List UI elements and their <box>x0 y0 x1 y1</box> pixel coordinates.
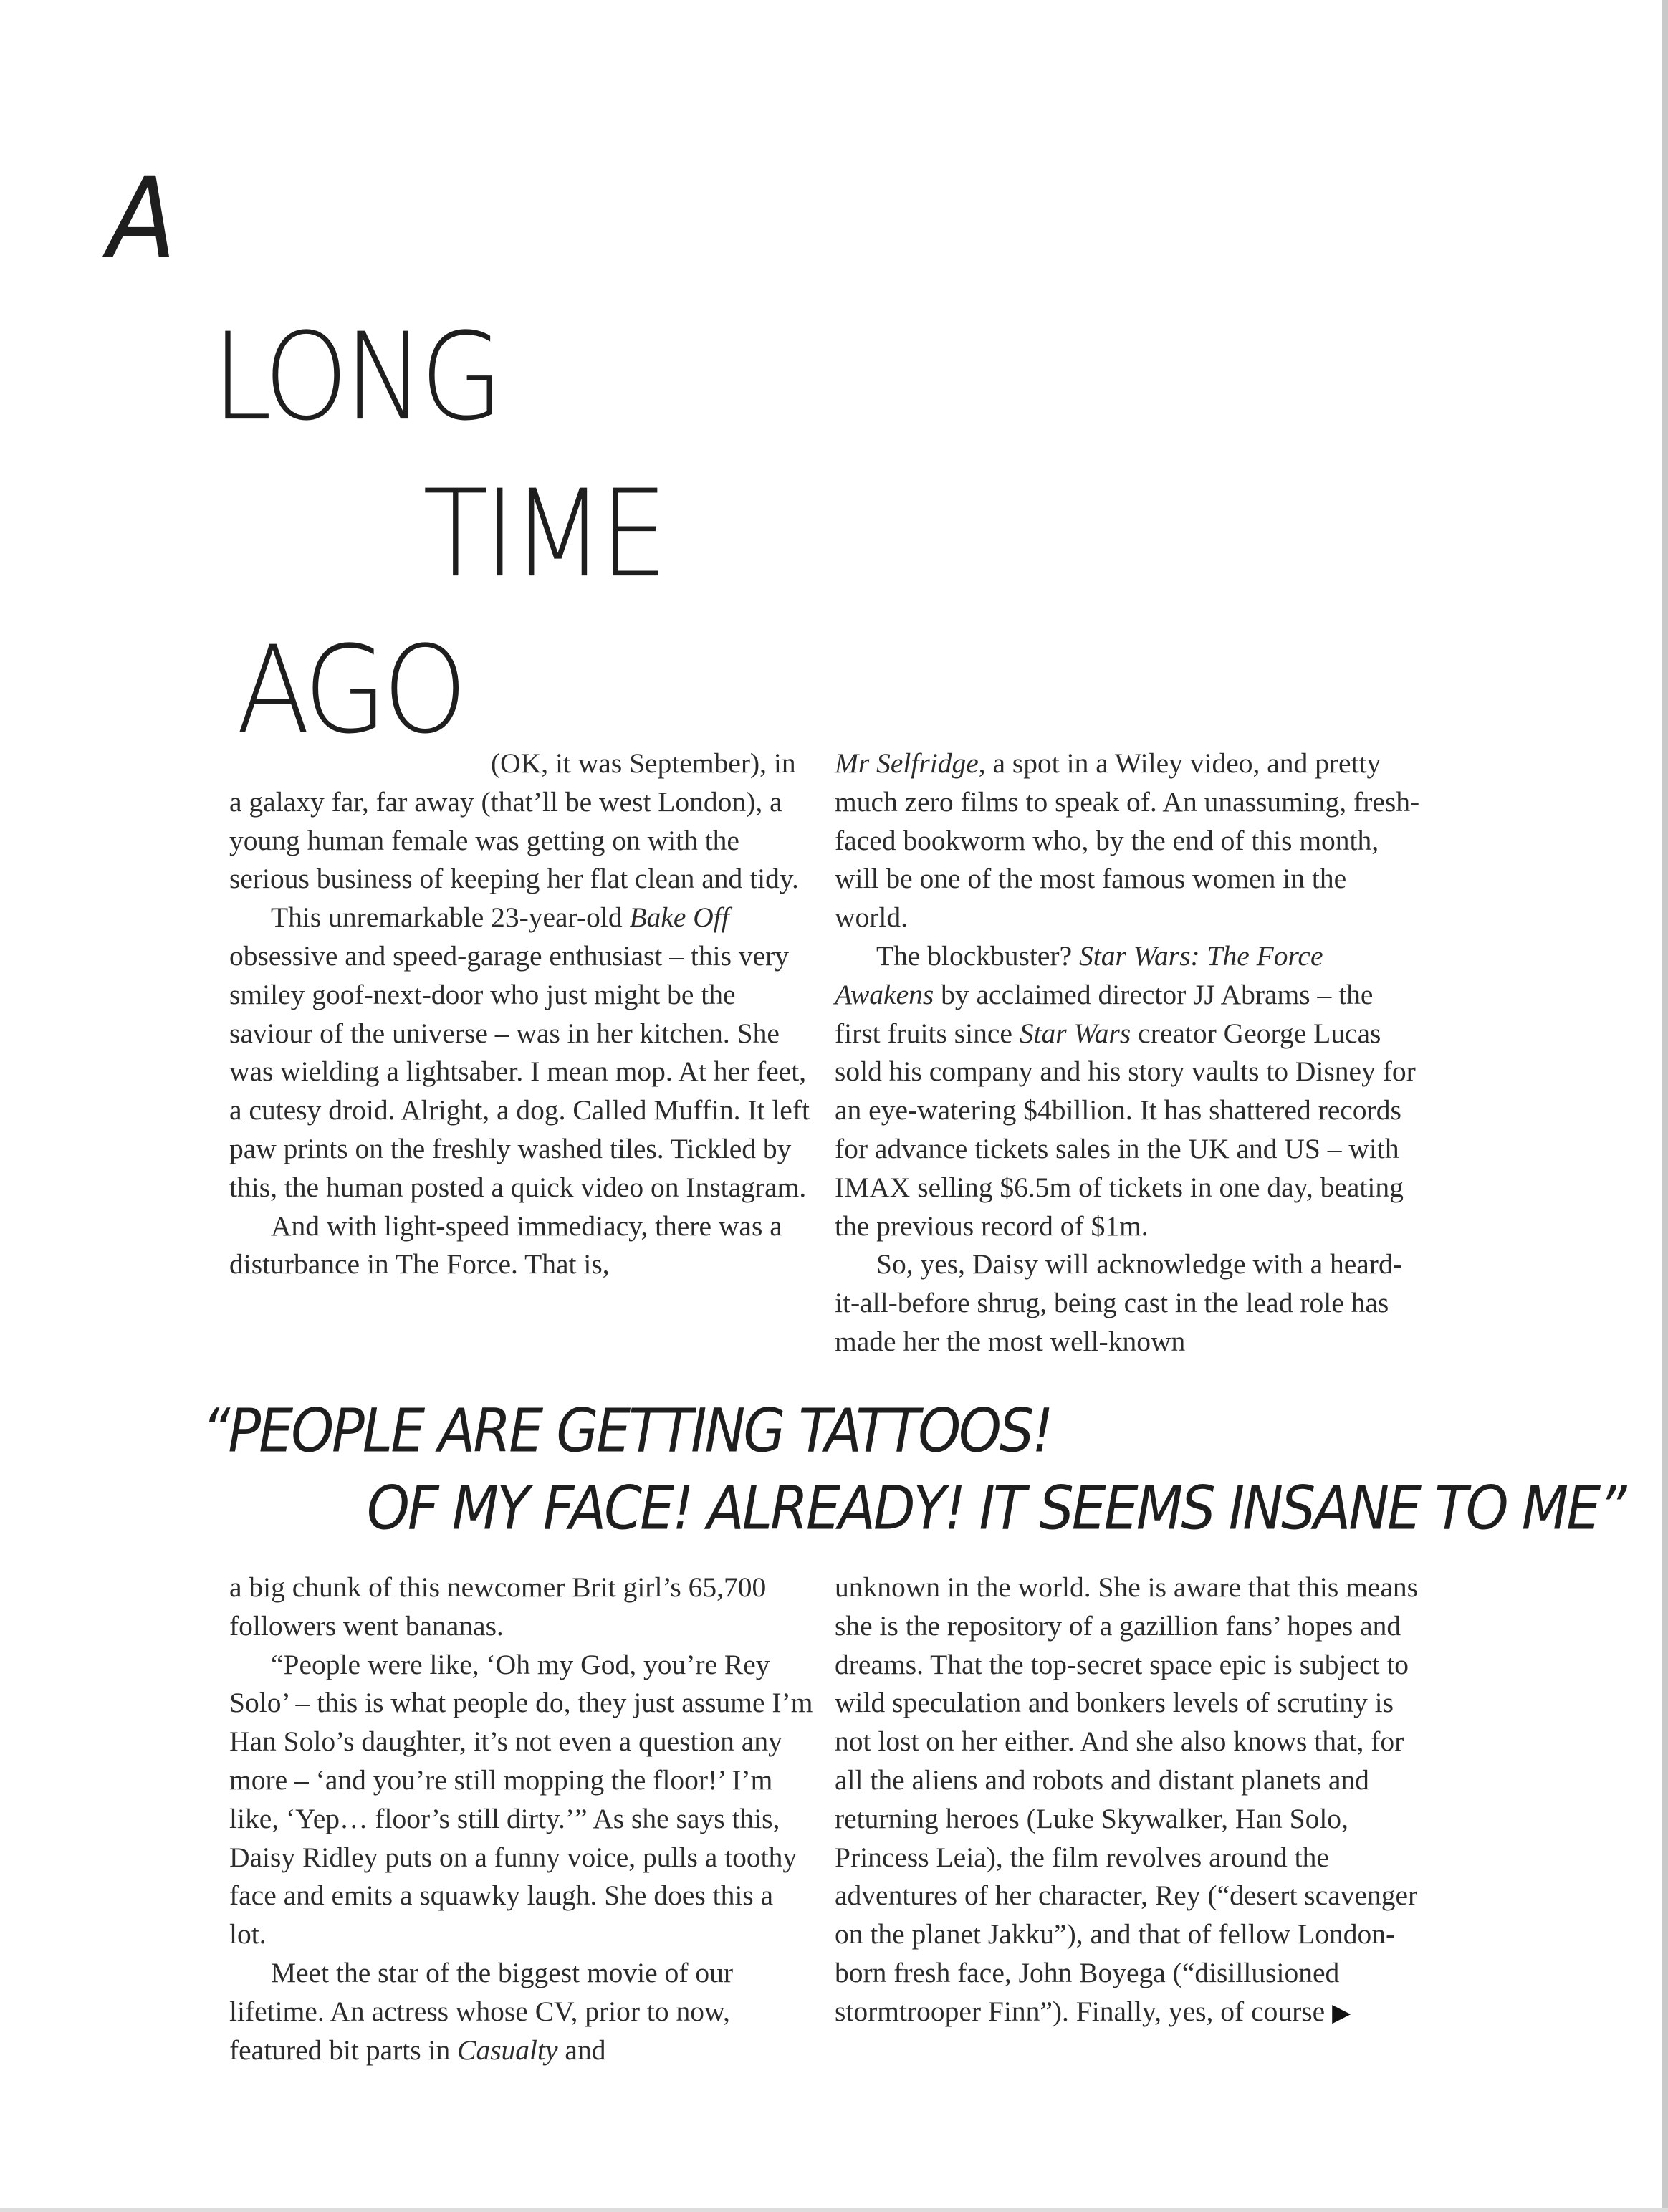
headline-word-a: A <box>107 153 172 285</box>
paragraph-text: The blockbuster? <box>876 939 1079 972</box>
paragraph-text: And with light-speed immediacy, there was a disturbance in The Force. That is, <box>229 1210 782 1280</box>
page-bottom-edge <box>0 2208 1668 2212</box>
article-paragraph <box>229 744 814 899</box>
italic-title: Star Wars <box>1019 1017 1131 1049</box>
continue-arrow-icon: ▶ <box>1332 1998 1351 2027</box>
paragraph-text: , a spot in a Wiley video, and pretty much zero films to speak of. An unassuming, fresh-faced bookworm who, by the end of this month, will be one of the most famous women in the world. <box>835 747 1420 934</box>
paragraph-text: “People were like, ‘Oh my God, you’re Rey Solo’ – this is what people do, they just assume I’m Han Solo’s daughter, it’s not even a question any more – ‘and you’re still mopping the floor!’ I’m like, ‘Yep… floor’s still dirty.’” As she says this, Daisy Ridley puts on a funny voice, pulls a toothy face and emits a squawky laugh. She does this a lot. <box>229 1648 813 1950</box>
article-paragraph <box>835 1569 1422 2033</box>
article-paragraph <box>835 744 1422 937</box>
headline-word-ago: AGO <box>236 621 464 761</box>
italic-title: Mr Selfridge <box>835 747 979 779</box>
article-paragraph <box>835 1245 1422 1361</box>
paragraph-text: obsessive and speed-garage enthusiast – this very smiley goof-next-door who just might be the saviour of the universe – was in her kitchen. She was wielding a lightsaber. I mean mop. At her feet, a cutesy droid. Alright, a dog. Called Muffin. It left paw prints on the freshly washed tiles. Tickled by this, the human posted a quick video on Instagram. <box>229 939 810 1203</box>
paragraph-text: and <box>557 2034 606 2066</box>
article-paragraph <box>229 1207 814 1285</box>
article-column-1 <box>229 744 814 1284</box>
paragraph-text: a big chunk of this newcomer Brit girl’s 65,700 followers went bananas. <box>229 1571 767 1642</box>
article-column-3 <box>229 1569 814 2069</box>
paragraph-text: This unremarkable 23-year-old <box>271 901 630 934</box>
headline-word-long: LONG <box>212 307 499 448</box>
paragraph-text: So, yes, Daisy will acknowledge with a heard-it-all-before shrug, being cast in the lead role has made her the most well-known <box>835 1248 1402 1357</box>
page-edge <box>1662 0 1668 2212</box>
paragraph-text: by acclaimed director JJ Abrams – the first fruits since <box>835 978 1374 1049</box>
paragraph-text: Meet the star of the biggest movie of our lifetime. An actress whose CV, prior to now, featured bit parts in <box>229 1956 733 2066</box>
article-column-4 <box>835 1569 1422 2033</box>
pull-quote-line-2: OF MY FACE! ALREADY! IT SEEMS INSANE TO ME” <box>367 1473 1625 1543</box>
article-paragraph <box>229 899 814 1207</box>
headline-word-time: TIME <box>423 464 664 605</box>
italic-title: Bake Off <box>629 901 729 934</box>
article-paragraph <box>229 1569 814 1646</box>
article-paragraph <box>229 1954 814 2069</box>
pull-quote-line-1: “PEOPLE ARE GETTING TATTOOS! <box>202 1395 1052 1466</box>
article-column-2 <box>835 744 1422 1361</box>
paragraph-text: (OK, it was September), in a galaxy far, far away (that’ll be west London), a young human female was getting on with the serious business of keeping her flat clean and tidy. <box>229 747 799 895</box>
paragraph-text: creator George Lucas sold his company and his story vaults to Disney for an eye-watering $4billion. It has shattered records for advance tickets sales in the UK and US – with IMAX selling $6.5m of tickets in one day, beating the previous record of $1m. <box>835 1017 1416 1242</box>
article-paragraph <box>835 937 1422 1245</box>
italic-title: Casualty <box>457 2034 558 2066</box>
paragraph-text: unknown in the world. She is aware that this means she is the repository of a gazillion fans’ hopes and dreams. That the top-secret space epic is subject to wild speculation and bonkers levels of scrutiny is not lost on her either. And she also knows that, for all the aliens and robots and distant planets and returning heroes (Luke Skywalker, Han Solo, Princess Leia), the film revolves around the adventures of her character, Rey (“desert scavenger on the planet Jakku”), and that of fellow London-born fresh face, John Boyega (“disillusioned stormtrooper Finn”). Finally, yes, of course <box>835 1571 1418 2027</box>
article-paragraph <box>229 1646 814 1954</box>
italic-title: Star Wars: The Force Awakens <box>835 939 1323 1010</box>
